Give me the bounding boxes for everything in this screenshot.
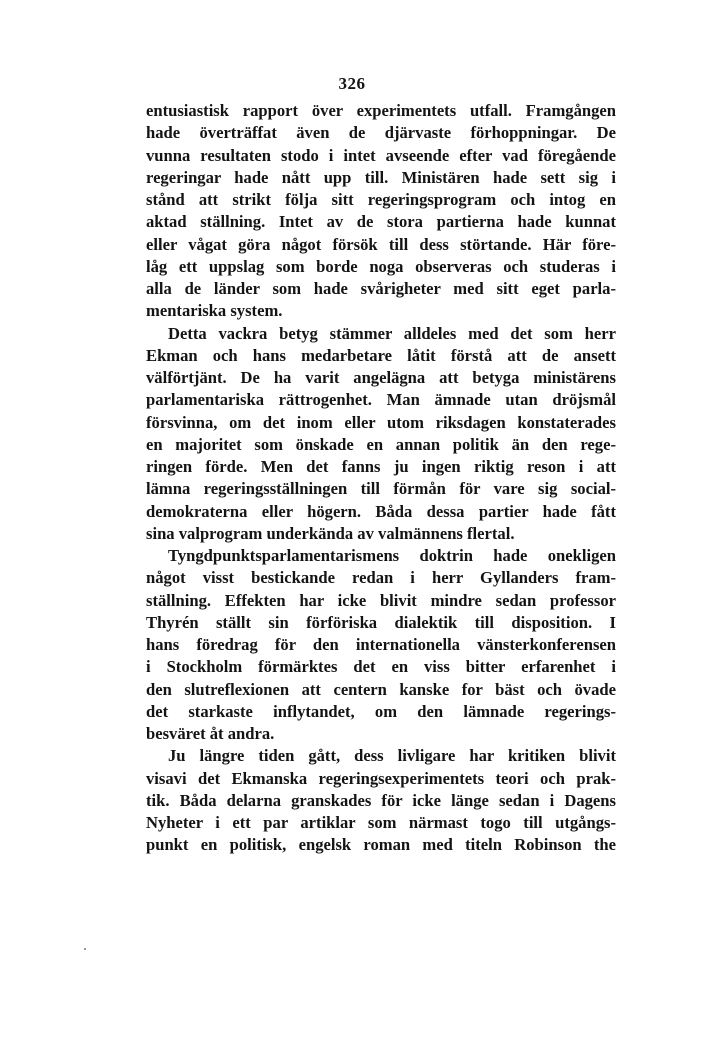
text-line: alla de länder som hade svårigheter med sitt eget parla- — [146, 279, 616, 298]
paragraph-end-line: mentariska system. — [146, 301, 283, 321]
text-line: stånd att strikt följa sitt regeringsprogram och intog en — [146, 190, 616, 209]
page-number: 326 — [338, 74, 366, 93]
text-line: hans föredrag för den internationella vänsterkonferensen — [146, 635, 616, 654]
text-line: den slutreflexionen att centern kanske for bäst och övade — [146, 679, 616, 699]
text-line: en majoritet som önskade en annan politik än den rege- — [146, 434, 616, 454]
text-line: något visst bestickande redan i herr Gyllanders fram- — [146, 568, 616, 588]
scan-speck — [84, 948, 86, 950]
paragraph-end-line: sina valprogram underkända av valmännens flertal. — [146, 523, 515, 543]
text-line: eller vågat göra något försök till dess störtande. Här före- — [146, 234, 616, 254]
paragraph-first-line: Tyngdpunktsparlamentarismens doktrin hade onekligen — [168, 546, 616, 565]
text-line: ringen förde. Men det fanns ju ingen riktig reson i att — [146, 457, 616, 476]
paragraph-end-line: besväret åt andra. — [146, 724, 275, 743]
text-line: hade överträffat även de djärvaste förhoppningar. De — [146, 123, 616, 143]
text-line: i Stockholm förmärktes det en viss bitter erfarenhet i — [146, 657, 616, 677]
body-text — [146, 100, 616, 857]
text-line: det starkaste inflytandet, om den lämnade regerings- — [146, 701, 616, 721]
text-line: entusiastisk rapport över experimentets utfall. Framgången — [146, 101, 616, 120]
text-line: aktad ställning. Intet av de stora partierna hade kunnat — [146, 212, 616, 232]
text-line: lämna regeringsställningen till förmån för vare sig social- — [146, 479, 616, 499]
text-line: Ekman och hans medarbetare låtit förstå att de ansett — [146, 345, 616, 365]
text-line: låg ett uppslag som borde noga observeras och studeras i — [146, 256, 616, 276]
paragraph-first-line: Ju längre tiden gått, dess livligare har kritiken blivit — [168, 746, 616, 766]
text-line: visavi det Ekmanska regeringsexperimentets teori och prak- — [146, 768, 616, 788]
text-line: punkt en politisk, engelsk roman med titeln Robinson the — [146, 835, 616, 855]
text-line: vunna resultaten stodo i intet avseende efter vad föregående — [146, 145, 616, 165]
text-line: regeringar hade nått upp till. Ministären hade sett sig i — [146, 167, 616, 187]
text-line: Thyrén ställt sin förföriska dialektik till disposition. I — [146, 612, 616, 632]
text-line: demokraterna eller högern. Båda dessa partier hade fått — [146, 501, 616, 521]
text-line: parlamentariska rättrogenhet. Man ämnade utan dröjsmål — [146, 390, 616, 410]
text-line: välförtjänt. De ha varit angelägna att betyga ministärens — [146, 368, 616, 387]
text-line: tik. Båda delarna granskades för icke länge sedan i Dagens — [146, 790, 616, 810]
text-line: Nyheter i ett par artiklar som närmast togo till utgångs- — [146, 813, 616, 832]
paragraph-first-line: Detta vackra betyg stämmer alldeles med det som herr — [168, 323, 616, 343]
text-line: försvinna, om det inom eller utom riksdagen konstaterades — [146, 412, 616, 432]
text-line: ställning. Effekten har icke blivit mindre sedan professor — [146, 590, 616, 610]
